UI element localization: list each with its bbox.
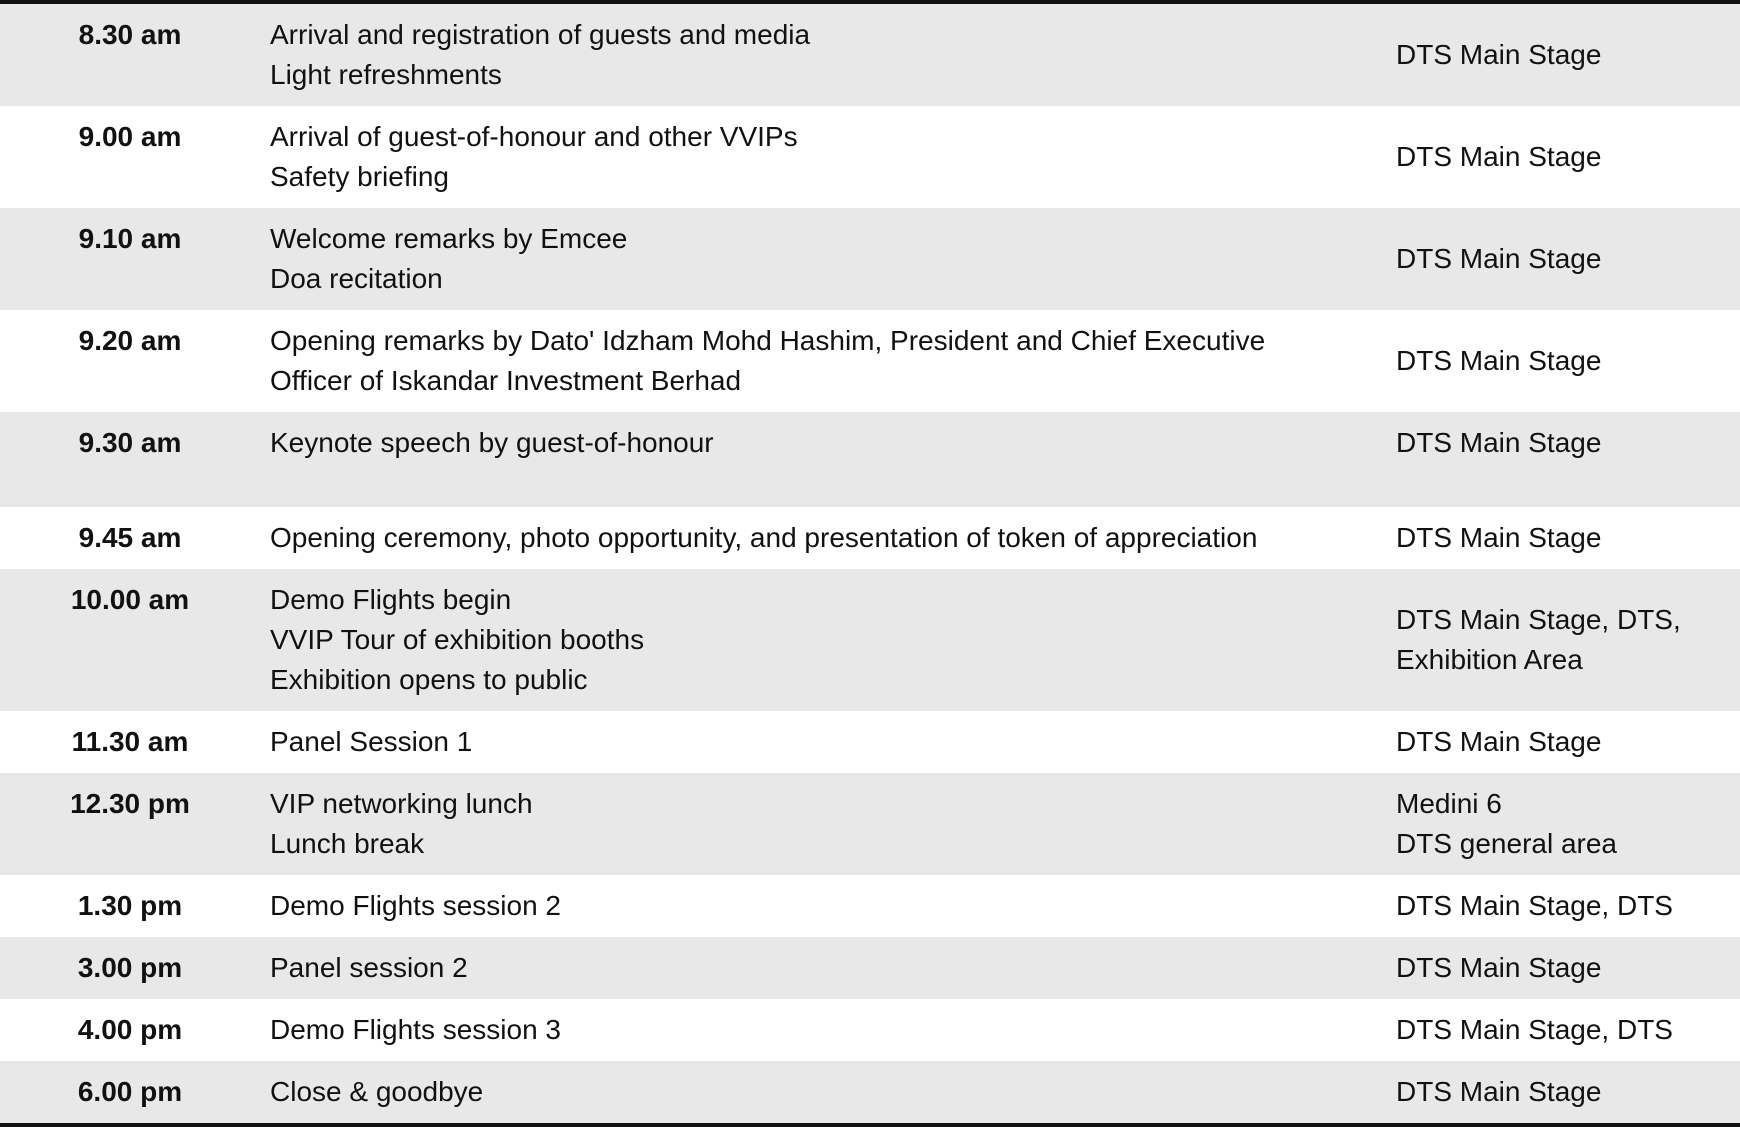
activity-line: Arrival and registration of guests and media: [270, 19, 811, 50]
venue-cell: [1388, 341, 1740, 381]
activity-line: Safety briefing: [270, 161, 449, 192]
venue-cell: [1388, 423, 1740, 463]
venue-line: DTS Main Stage: [1396, 39, 1602, 70]
schedule-row: [0, 412, 1740, 507]
venue-line: Medini 6: [1396, 788, 1502, 819]
time-cell: 9.30 am: [78, 427, 182, 458]
schedule-row: [0, 937, 1740, 999]
time-cell: 9.20 am: [78, 325, 182, 356]
venue-cell: [1388, 948, 1740, 988]
venue-cell: [1388, 784, 1740, 864]
activity-line: Demo Flights session 3: [270, 1014, 562, 1045]
activity-line: Officer of Iskandar Investment Berhad: [270, 365, 742, 396]
venue-cell: [1388, 1072, 1740, 1112]
venue-cell: [1388, 722, 1740, 762]
activity-line: Opening remarks by Dato' Idzham Mohd Hashim, President and Chief Executive: [270, 325, 1266, 356]
schedule-row: [0, 999, 1740, 1061]
activity-cell: [260, 219, 1388, 299]
venue-line: DTS Main Stage: [1396, 345, 1602, 376]
time-cell: 10.00 am: [70, 584, 190, 615]
venue-line: DTS Main Stage: [1396, 1076, 1602, 1107]
venue-line: DTS Main Stage, DTS: [1396, 1014, 1673, 1045]
venue-cell: [1388, 35, 1740, 75]
time-cell: 9.10 am: [78, 223, 182, 254]
venue-line: Exhibition Area: [1396, 644, 1583, 675]
activity-line: Light refreshments: [270, 59, 502, 90]
activity-line: Opening ceremony, photo opportunity, and presentation of token of appreciation: [270, 522, 1258, 553]
time-cell: 12.30 pm: [70, 788, 190, 819]
venue-line: DTS Main Stage: [1396, 427, 1602, 458]
activity-line: VVIP Tour of exhibition booths: [270, 624, 645, 655]
activity-cell: [260, 580, 1388, 700]
time-cell: 8.30 am: [78, 19, 182, 50]
activity-line: Lunch break: [270, 828, 425, 859]
activity-cell: [260, 423, 1388, 463]
activity-cell: [260, 722, 1388, 762]
venue-line: DTS general area: [1396, 828, 1618, 859]
venue-line: DTS Main Stage: [1396, 522, 1602, 553]
venue-cell: [1388, 1010, 1740, 1050]
time-cell: 6.00 pm: [77, 1076, 183, 1107]
activity-line: Demo Flights session 2: [270, 890, 562, 921]
venue-line: DTS Main Stage: [1396, 952, 1602, 983]
venue-line: DTS Main Stage, DTS: [1396, 890, 1673, 921]
schedule-row: [0, 208, 1740, 310]
schedule-row: [0, 507, 1740, 569]
activity-line: Panel Session 1: [270, 726, 473, 757]
venue-cell: [1388, 518, 1740, 558]
activity-cell: [260, 1072, 1388, 1112]
activity-line: Panel session 2: [270, 952, 468, 983]
time-cell: 1.30 pm: [77, 890, 183, 921]
schedule-row: [0, 106, 1740, 208]
venue-line: DTS Main Stage: [1396, 726, 1602, 757]
venue-line: DTS Main Stage: [1396, 243, 1602, 274]
time-cell: 3.00 pm: [77, 952, 183, 983]
activity-line: Welcome remarks by Emcee: [270, 223, 628, 254]
activity-line: Exhibition opens to public: [270, 664, 588, 695]
activity-line: Demo Flights begin: [270, 584, 512, 615]
schedule-row: [0, 569, 1740, 711]
schedule-row: [0, 875, 1740, 937]
venue-cell: [1388, 600, 1740, 680]
activity-cell: [260, 321, 1388, 401]
schedule-row: [0, 310, 1740, 412]
activity-line: Keynote speech by guest-of-honour: [270, 427, 714, 458]
activity-cell: [260, 784, 1388, 864]
activity-cell: [260, 948, 1388, 988]
time-cell: 11.30 am: [71, 726, 189, 757]
activity-cell: [260, 117, 1388, 197]
time-cell: 9.00 am: [78, 121, 182, 152]
venue-line: DTS Main Stage, DTS,: [1396, 604, 1681, 635]
activity-cell: [260, 15, 1388, 95]
venue-cell: [1388, 886, 1740, 926]
venue-cell: [1388, 239, 1740, 279]
activity-cell: [260, 886, 1388, 926]
activity-cell: [260, 518, 1388, 558]
schedule-row: [0, 1061, 1740, 1123]
time-cell: 4.00 pm: [77, 1014, 183, 1045]
activity-line: Arrival of guest-of-honour and other VVIPs: [270, 121, 798, 152]
activity-line: Doa recitation: [270, 263, 443, 294]
activity-cell: [260, 1010, 1388, 1050]
activity-line: Close & goodbye: [270, 1076, 484, 1107]
activity-line: VIP networking lunch: [270, 788, 533, 819]
venue-line: DTS Main Stage: [1396, 141, 1602, 172]
schedule-row: [0, 4, 1740, 106]
schedule-row: [0, 773, 1740, 875]
time-cell: 9.45 am: [78, 522, 182, 553]
venue-cell: [1388, 137, 1740, 177]
schedule-row: [0, 711, 1740, 773]
